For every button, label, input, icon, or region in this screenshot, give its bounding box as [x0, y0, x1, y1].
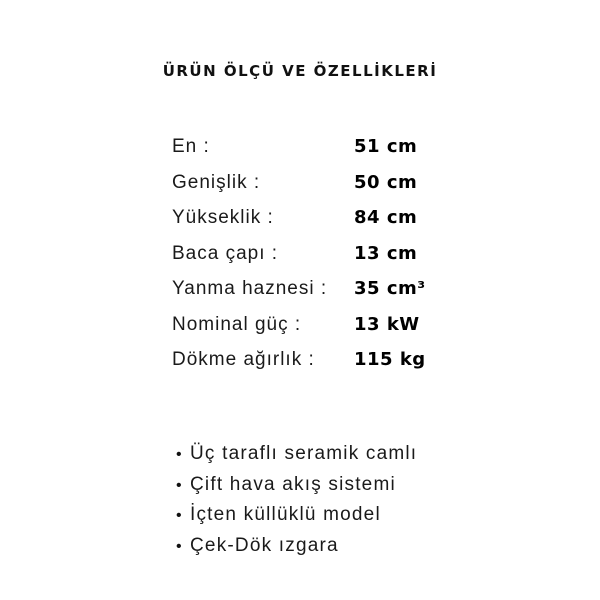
spec-row-cast-weight [172, 349, 472, 385]
spec-label: Baca çapı : [172, 242, 279, 264]
list-item [176, 504, 417, 535]
spec-value: 13 cm [354, 242, 418, 264]
spec-label: Genişlik : [172, 171, 261, 193]
list-item [176, 474, 417, 505]
spec-value: 51 cm [354, 136, 418, 157]
bullet-icon: • [176, 446, 183, 463]
feature-text: Çift hava akış sistemi [190, 473, 396, 495]
feature-text: Çek-Dök ızgara [190, 534, 339, 556]
spec-label: Dökme ağırlık : [172, 349, 315, 370]
page-title: ÜRÜN ÖLÇÜ VE ÖZELLİKLERİ [162, 62, 438, 80]
spec-value: 13 kW [354, 313, 420, 335]
spec-row-breadth [172, 172, 472, 208]
spec-value: 35 cm³ [354, 278, 426, 299]
bullet-icon: • [176, 507, 183, 524]
list-item [176, 535, 417, 566]
spec-value: 50 cm [354, 171, 418, 193]
spec-label: En : [172, 136, 210, 157]
spec-table [172, 136, 472, 385]
list-item [176, 443, 417, 474]
feature-text: İçten küllüklü model [190, 504, 381, 525]
feature-list [176, 443, 417, 565]
spec-row-combustion-chamber [172, 278, 472, 314]
spec-row-width [172, 136, 472, 172]
spec-label: Yanma haznesi : [172, 278, 328, 299]
spec-value: 115 kg [354, 349, 426, 370]
spec-row-height [172, 207, 472, 243]
spec-label: Yükseklik : [172, 207, 274, 228]
spec-label: Nominal güç : [172, 313, 302, 335]
spec-row-flue-diameter [172, 243, 472, 279]
bullet-icon: • [176, 537, 183, 555]
bullet-icon: • [176, 476, 183, 494]
feature-text: Üç taraflı seramik camlı [190, 443, 418, 464]
spec-value: 84 cm [354, 207, 418, 228]
spec-row-nominal-power [172, 314, 472, 350]
